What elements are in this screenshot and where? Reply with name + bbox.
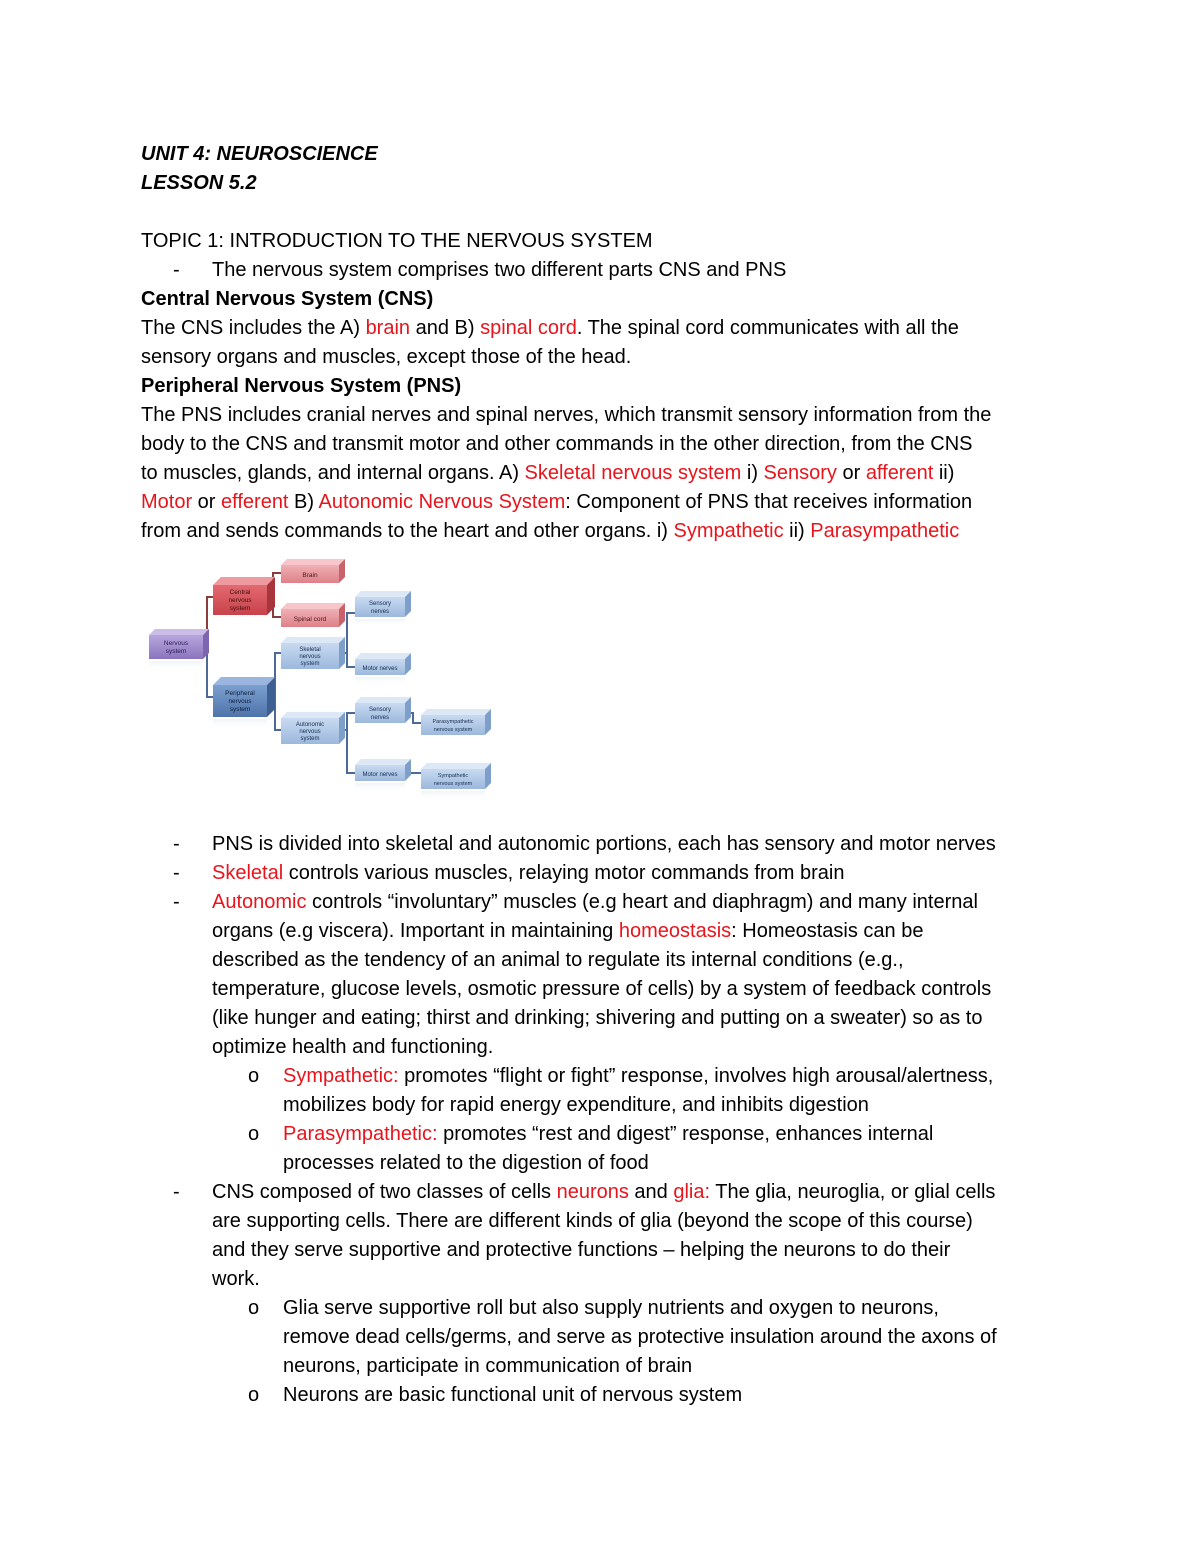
circle-marker: o xyxy=(248,1297,260,1319)
bullet-autonomic-cont: temperature, glucose levels, osmotic pressure of cells) by a system of feedback controls xyxy=(212,978,992,1000)
bullet-autonomic-cont: described as the tendency of an animal to regulate its internal conditions (e.g., xyxy=(212,949,904,971)
label-motor1: Motor nerves xyxy=(362,666,398,672)
cns-heading: Central Nervous System (CNS) xyxy=(141,288,434,310)
term-autonomic: Autonomic Nervous System xyxy=(318,491,566,513)
label-pns-2: nervous xyxy=(228,698,252,705)
term-glia: glia: xyxy=(673,1181,711,1203)
term-neurons: neurons xyxy=(556,1181,629,1203)
unit-heading: UNIT 4: NEUROSCIENCE xyxy=(141,143,378,165)
text-run: i) xyxy=(741,462,764,484)
label-sensory1-1: Sensory xyxy=(368,601,392,607)
text-run: ii) xyxy=(933,462,955,484)
label-autonomic-2: nervous xyxy=(299,729,321,735)
term-skeletal: Skeletal xyxy=(212,862,284,884)
box-motor-nerves-skeletal xyxy=(355,653,411,685)
bullet-autonomic-cont: (like hunger and eating; thirst and drinking; shivering and putting on a sweater) so as to xyxy=(212,1007,983,1029)
label-sym-2: nervous system xyxy=(433,781,473,787)
text-run: . The spinal cord communicates with all the xyxy=(576,317,959,339)
bullet-cns-cells-cont: are supporting cells. There are different kinds of glia (beyond the scope of this course) xyxy=(212,1210,973,1232)
subbullet-sympathetic xyxy=(141,1062,1071,1091)
subbullet-text: Glia serve supportive roll but also supply nutrients and oxygen to neurons, xyxy=(283,1297,939,1319)
subbullet-text: Neurons are basic functional unit of nervous system xyxy=(283,1384,743,1406)
label-parasym-1: Parasympathetic xyxy=(432,719,474,725)
document-body xyxy=(141,140,1061,546)
lesson-heading: LESSON 5.2 xyxy=(141,172,257,194)
bullet-text: organs (e.g viscera). Important in maintaining xyxy=(212,920,619,942)
nervous-system-diagram xyxy=(145,555,505,805)
term-efferent: efferent xyxy=(221,491,289,513)
label-sensory2-1: Sensory xyxy=(368,707,392,713)
box-parasympathetic-nervous-system xyxy=(421,709,491,735)
box-central-nervous-system xyxy=(213,577,275,615)
pns-line3 xyxy=(141,459,1061,488)
bullet-text: The glia, neuroglia, or glial cells xyxy=(710,1181,996,1203)
label-sym-1: Sympathetic xyxy=(437,773,469,779)
box-skeletal-nervous-system xyxy=(281,637,345,669)
text-run: The CNS includes the A) xyxy=(141,317,366,339)
subbullet-sympathetic-cont: mobilizes body for rapid energy expenditure, and inhibits digestion xyxy=(283,1094,869,1116)
subbullet-parasympathetic xyxy=(141,1120,1071,1149)
label-autonomic-3: system xyxy=(300,736,320,742)
label-skeletal-2: nervous xyxy=(299,654,321,660)
bullet-cns-cells-cont: and they serve supportive and protective functions – helping the neurons to do their xyxy=(212,1239,951,1261)
subbullet-text: promotes “rest and digest” response, enhances internal xyxy=(437,1123,934,1145)
topic-bullet xyxy=(141,256,1061,285)
text-run: from and sends commands to the heart and other organs. i) xyxy=(141,520,674,542)
box-peripheral-nervous-system xyxy=(213,677,275,729)
label-sensory2-2: nerves xyxy=(370,715,390,721)
subbullet-glia-cont: neurons, participate in communication of brain xyxy=(283,1355,693,1377)
bullet-autonomic-cont xyxy=(141,917,1071,946)
label-pns-1: Peripheral xyxy=(225,690,255,697)
cns-paragraph-line1 xyxy=(141,314,1061,343)
term-autonomic: Autonomic xyxy=(212,891,307,913)
box-sensory-nerves-autonomic xyxy=(355,697,411,723)
label-nervous-1: Nervous xyxy=(163,640,189,647)
label-cns-1: Central xyxy=(229,589,251,596)
bullet-text: PNS is divided into skeletal and autonomic portions, each has sensory and motor nerves xyxy=(212,833,996,855)
box-nervous-system xyxy=(149,629,209,671)
subbullet-glia xyxy=(141,1294,1071,1323)
subbullet-text: promotes “flight or fight” response, involves high arousal/alertness, xyxy=(398,1065,994,1087)
term-parasympathetic: Parasympathetic xyxy=(810,520,960,542)
bullet-cns-cells-cont: work. xyxy=(212,1268,260,1290)
label-autonomic-1: Autonomic xyxy=(295,722,325,728)
term-brain: brain xyxy=(365,317,411,339)
bullet-text: controls various muscles, relaying motor commands from brain xyxy=(283,862,845,884)
dash-marker: - xyxy=(173,862,180,884)
text-run: B) xyxy=(288,491,319,513)
term-homeostasis: homeostasis xyxy=(618,920,732,942)
bullet-autonomic xyxy=(141,888,1071,917)
term-afferent: afferent xyxy=(865,462,934,484)
text-run: ii) xyxy=(783,520,811,542)
text-run: or xyxy=(836,462,866,484)
label-parasym-2: nervous system xyxy=(433,727,473,733)
pns-heading: Peripheral Nervous System (PNS) xyxy=(141,375,462,397)
term-parasympathetic: Parasympathetic: xyxy=(283,1123,438,1145)
text-run: : Component of PNS that receives information xyxy=(565,491,973,513)
text-run: to muscles, glands, and internal organs. A) xyxy=(141,462,525,484)
text-run: and B) xyxy=(410,317,481,339)
label-nervous-2: system xyxy=(165,648,187,655)
circle-marker: o xyxy=(248,1123,260,1145)
box-brain xyxy=(281,559,345,583)
box-sensory-nerves-skeletal xyxy=(355,591,411,627)
box-sympathetic-nervous-system xyxy=(421,763,491,801)
pns-line2: body to the CNS and transmit motor and other commands in the other direction, from the CNS xyxy=(141,433,973,455)
bullet-autonomic-cont: optimize health and functioning. xyxy=(212,1036,494,1058)
bullet-list xyxy=(141,830,1071,1410)
label-sensory1-2: nerves xyxy=(370,609,390,615)
dash-marker: - xyxy=(173,259,180,281)
term-motor: Motor xyxy=(141,491,193,513)
term-sympathetic: Sympathetic: xyxy=(283,1065,399,1087)
pns-line5 xyxy=(141,517,1061,546)
pns-line1: The PNS includes cranial nerves and spinal nerves, which transmit sensory information from the xyxy=(141,404,992,426)
dash-marker: - xyxy=(173,891,180,913)
dash-marker: - xyxy=(173,1181,180,1203)
topic-title: TOPIC 1: INTRODUCTION TO THE NERVOUS SYSTEM xyxy=(141,230,653,252)
label-pns-3: system xyxy=(229,706,251,713)
bullet-skeletal xyxy=(141,859,1071,888)
bullet-cns-cells xyxy=(141,1178,1071,1207)
term-sympathetic: Sympathetic xyxy=(673,520,784,542)
circle-marker: o xyxy=(248,1065,260,1087)
term-skeletal: Skeletal nervous system xyxy=(524,462,742,484)
label-brain: Brain xyxy=(302,572,318,579)
label-spinal-cord: Spinal cord xyxy=(293,616,327,623)
text-run: or xyxy=(192,491,222,513)
label-cns-2: nervous xyxy=(228,597,252,604)
bullet-text: CNS composed of two classes of cells xyxy=(212,1181,557,1203)
blank-line xyxy=(141,198,1061,227)
label-skeletal-3: system xyxy=(300,661,320,667)
cns-paragraph-line2: sensory organs and muscles, except those of the head. xyxy=(141,346,632,368)
circle-marker: o xyxy=(248,1384,260,1406)
subbullet-glia-cont: remove dead cells/germs, and serve as protective insulation around the axons of xyxy=(283,1326,997,1348)
box-motor-nerves-autonomic xyxy=(355,759,411,793)
topic-bullet-text: The nervous system comprises two different parts CNS and PNS xyxy=(212,259,787,281)
pns-line4 xyxy=(141,488,1061,517)
term-spinal-cord: spinal cord xyxy=(480,317,577,339)
dash-marker: - xyxy=(173,833,180,855)
label-motor2: Motor nerves xyxy=(362,772,398,778)
bullet-text: controls “involuntary” muscles (e.g heart and diaphragm) and many internal xyxy=(306,891,978,913)
bullet-pns-divided xyxy=(141,830,1071,859)
box-spinal-cord xyxy=(281,603,345,627)
box-autonomic-nervous-system xyxy=(281,712,345,744)
term-sensory: Sensory xyxy=(763,462,837,484)
subbullet-neurons xyxy=(141,1381,1071,1410)
label-cns-3: system xyxy=(229,605,251,612)
bullet-text: and xyxy=(628,1181,674,1203)
label-skeletal-1: Skeletal xyxy=(299,647,321,653)
bullet-text: : Homeostasis can be xyxy=(731,920,924,942)
subbullet-parasympathetic-cont: processes related to the digestion of food xyxy=(283,1152,649,1174)
